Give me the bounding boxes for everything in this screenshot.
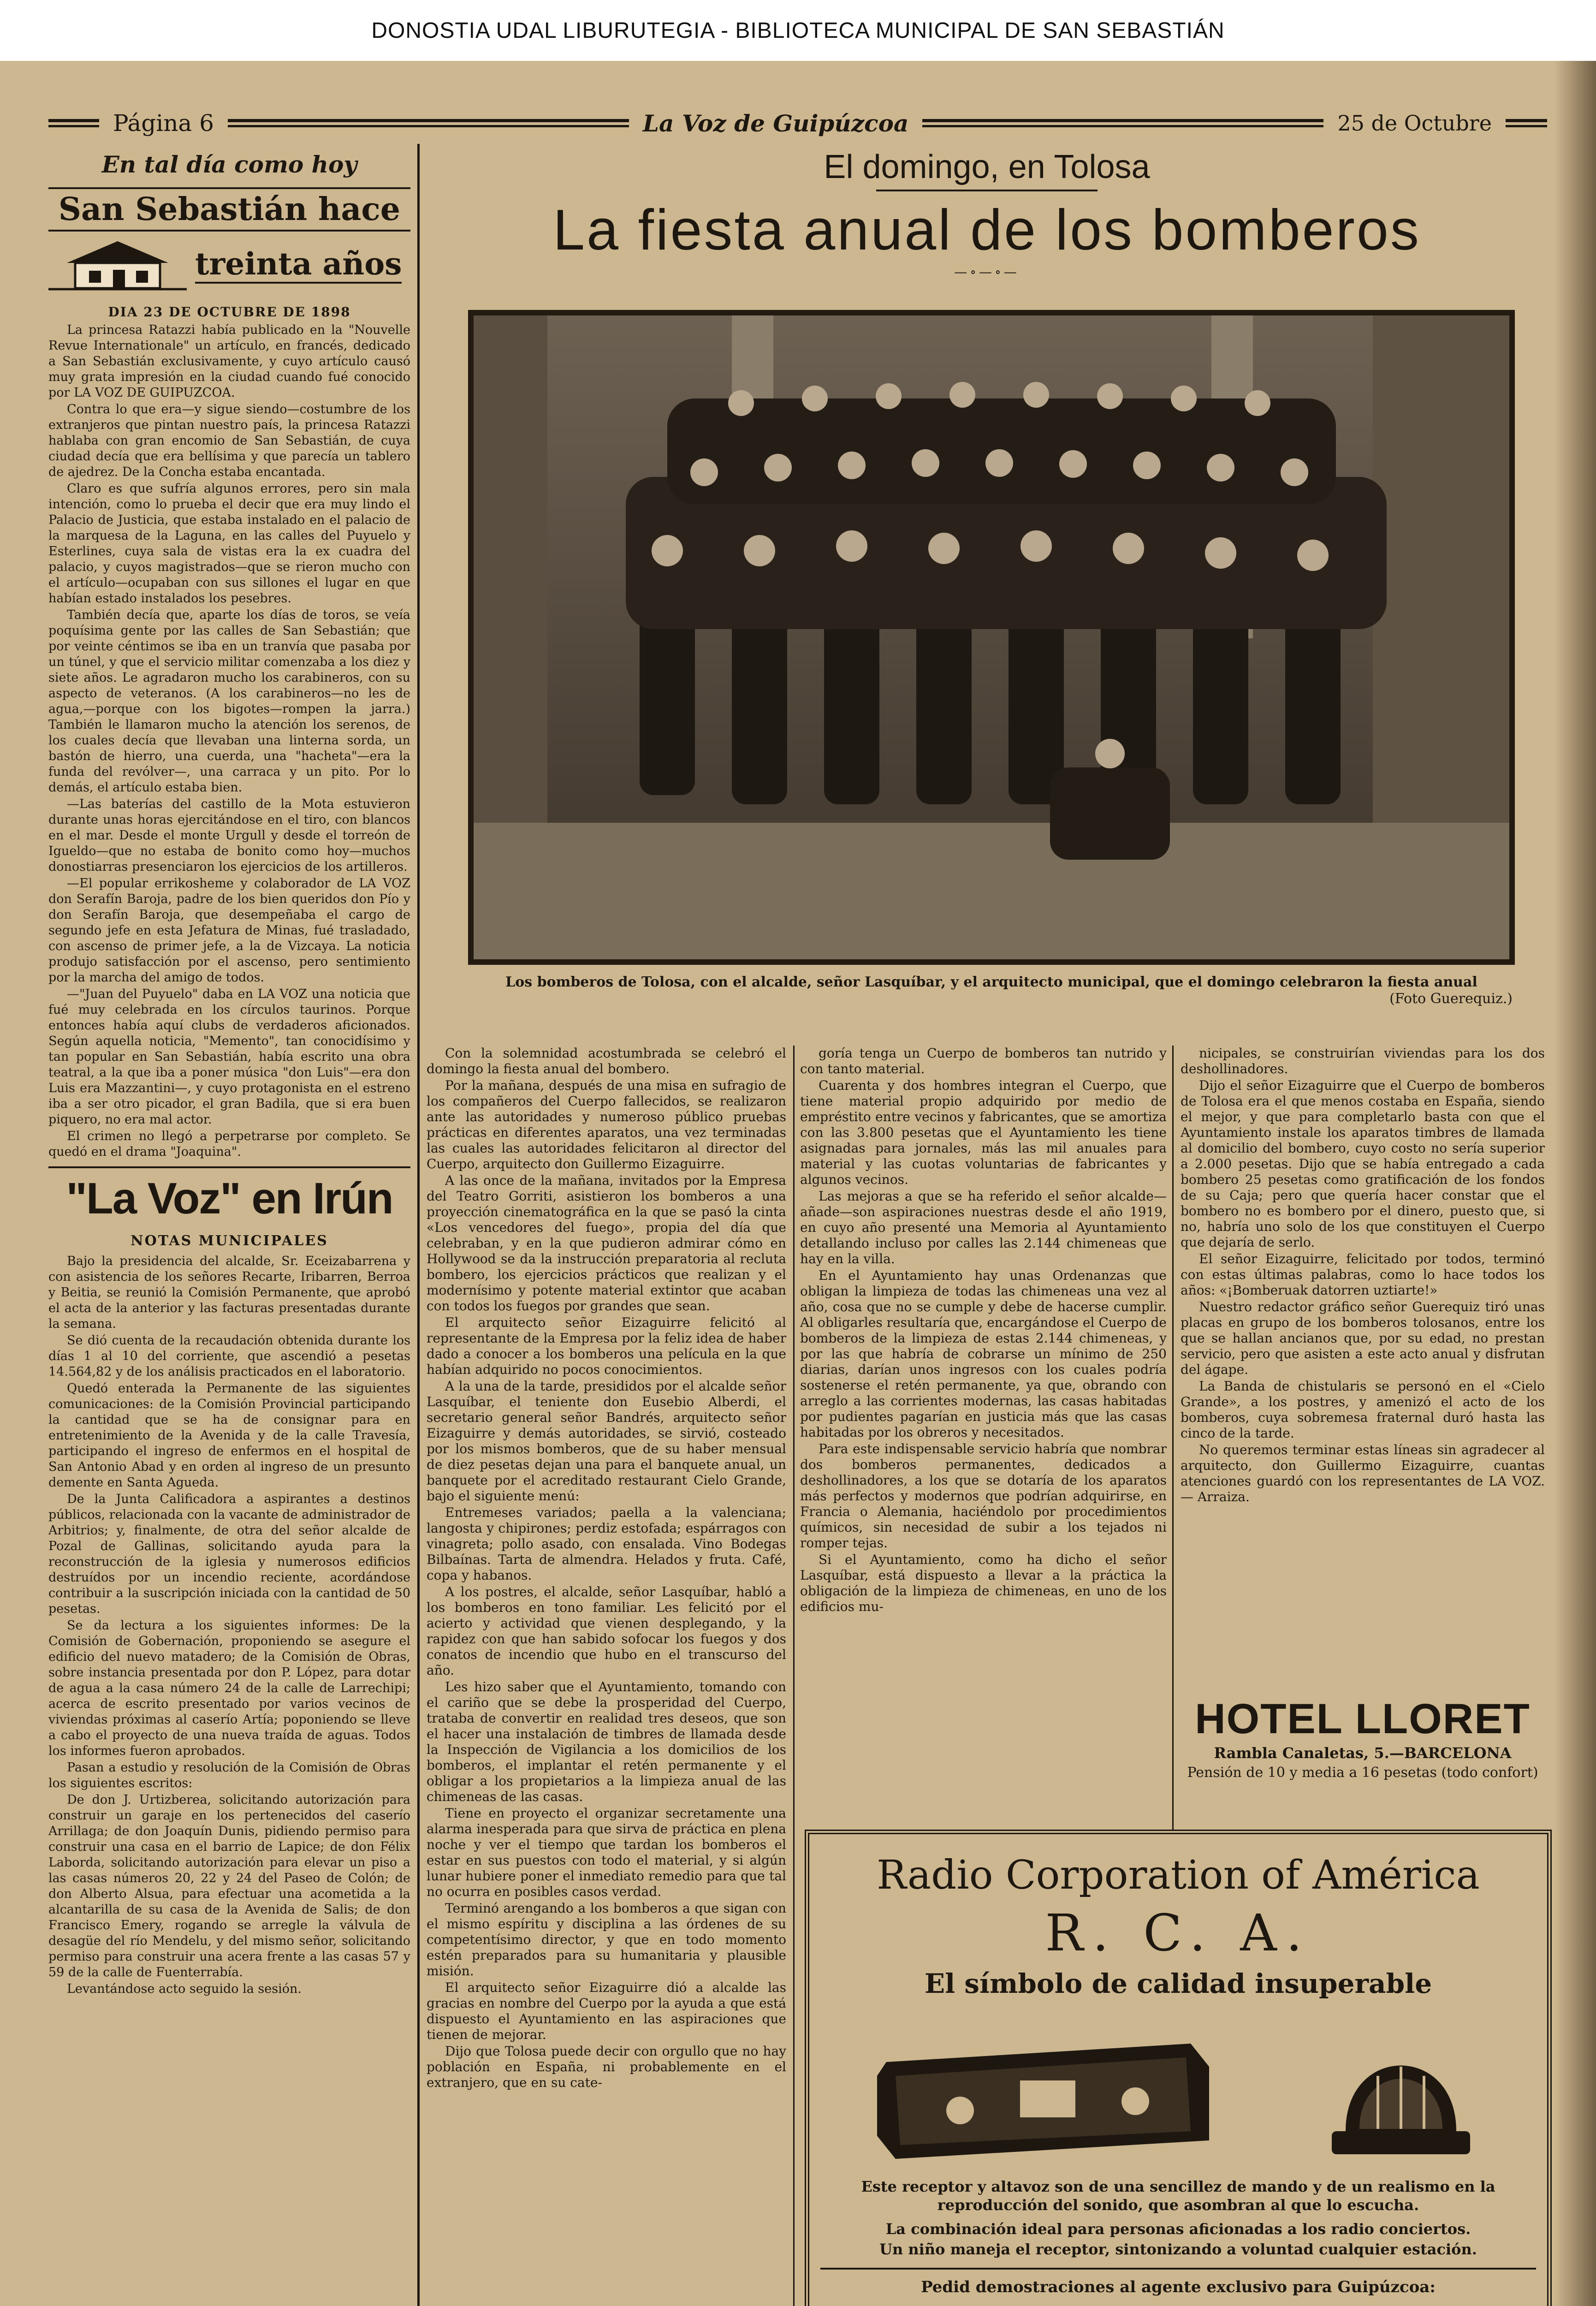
photo-caption-block (470, 974, 1513, 1025)
paragraph: El señor Eizaguirre, felicitado por todos, terminó con estas últimas palabras, como lo hace todos los años: «¡Bomberuak datorren uztiarte!» (1181, 1251, 1545, 1298)
masthead-rule-right (1506, 119, 1547, 127)
hotel-address: Rambla Canaletas, 5.—BARCELONA (1214, 1744, 1512, 1762)
group-photo-image (474, 315, 1509, 959)
hotel-rates: Pensión de 10 y media a 16 pesetas (todo confort) (1187, 1765, 1538, 1781)
paragraph: Se dió cuenta de la recaudación obtenida durante los días 1 al 10 del corriente, que ascendió a pesetas 14.564,82 y de los análisis practicados en el laboratorio. (48, 1333, 410, 1379)
kicker-rule (876, 190, 1098, 191)
column-divider (1172, 1046, 1174, 1890)
paragraph: El arquitecto señor Eizaguirre dió a alcalde las gracias en nombre del Cuerpo por la ayuda a que está dispuesto el Ayuntamiento en las aspiraciones que tienen de mejorar. (427, 1980, 786, 2042)
radio-receiver-icon (868, 2025, 1218, 2163)
headline-ornament: —∘—∘— (954, 264, 1020, 279)
left-headline-2: treinta años (195, 246, 402, 284)
archive-header: DONOSTIA UDAL LIBURUTEGIA - BIBLIOTECA MUNICIPAL DE SAN SEBASTIÁN (0, 0, 1596, 61)
section-rule (48, 1166, 410, 1168)
rca-child-note: Un niño maneja el receptor, sintonizando a voluntad cualquier estación. (879, 2241, 1477, 2258)
paragraph: El crimen no llegó a perpetrarse por completo. Se quedó en el drama "Joaquina". (48, 1129, 410, 1159)
article-column-3 (1181, 1046, 1545, 1687)
paragraph: Entremeses variados; paella a la valenciana; langosta y chipirones; perdiz estofada; espárragos con vinagreta; pollo asado, con ensalada. Vino Bodegas Bilbaínas. Tarta de almendra. Helados y fruta. Café, copa y habanos. (427, 1505, 786, 1583)
paragraph: nicipales, se construirían viviendas para los dos deshollinadores. (1181, 1046, 1545, 1076)
rca-combination: La combinación ideal para personas aficionadas a los radio conciertos. (885, 2220, 1471, 2238)
paragraph: Contra lo que era—y sigue siendo—costumbre de los extranjeros que pintan nuestro país, la princesa Ratazzi hablaba con gran encomio de San Sebastián, de cuya ciudad decía que era bellísima y que parecía un tablero de ajedrez. De la Concha estaba encantada. (48, 402, 410, 479)
paragraph: Bajo la presidencia del alcalde, Sr. Eceizabarrena y con asistencia de los señores Recarte, Iribarren, Berroa y Beitia, se reunió la Comisión Permanente, que aprobó el acta de la anterior y las facturas presentadas durante la semana. (48, 1254, 410, 1331)
loudspeaker-icon (1313, 2025, 1489, 2163)
left-article-body (48, 322, 410, 1160)
page-date: 25 de Octubre (1337, 111, 1492, 136)
paragraph: En el Ayuntamiento hay unas Ordenanzas que obligan la limpieza de todas las chimeneas una vez al año, cosa que no se cumple y debe de hacerse cumplir. Al obligarles resultaría que, encargándose el Cuerpo de bomberos de la limpieza de estas 2.144 chimeneas, y por las que habría de cobrarse un mínimo de 250 diarias, darían unos ingresos con los cuales podría sostenerse el retén permanente, ya que, obrando con arreglo a las corrientes modernas, las casas habitadas por pudientes pagarían en justicia más que las casas habitadas por los obreros y necesitados. (800, 1268, 1167, 1440)
rca-agent: Pedid demostraciones al agente exclusivo para Guipúzcoa: (921, 2278, 1436, 2296)
column-divider (417, 144, 420, 2306)
newspaper-name: La Voz de Guipúzcoa (642, 109, 909, 137)
irun-subtitle: NOTAS MUNICIPALES (131, 1233, 328, 1249)
paragraph: Claro es que sufría algunos errores, pero sin mala intención, como lo prueba el decir que era muy lindo el Palacio de Justicia, que estaba instalado en el palacio de la marquesa de la Laguna, en las calles del Puyuelo y Esterlines, cuya sala de vistas era la ex cuadra del palacio, y cuyos magistrados—que se rieron mucho con el artículo—ocupaban con sus sillones el lugar en que habían estado instalados los pesebres. (48, 481, 410, 606)
rca-products (820, 2011, 1536, 2163)
column-divider (793, 1046, 795, 2306)
page-number: Página 6 (113, 110, 214, 137)
masthead-rule-left (48, 119, 99, 127)
masthead-rule-center-left (228, 119, 629, 127)
paragraph: De don J. Urtizberea, solicitando autorización para construir un garaje en los pertenecidos del caserío Arrillaga; de don Joaquín Dunis, pidiendo permiso para construir una casa en el barrio de Lapice; de don Félix Laborda, solicitando autorización para elevar un piso a las casas números 20, 22 y 24 del Paseo de Colón; de don Alberto Alsua, para efectuar una acometida a la alcantarilla de su casa de la Avenida de Salis; de don Francisco Emery, rogando se arregle la válvula de desagüe del río Mendelu, y del mismo señor, solicitando permiso para construir una acera frente a las casas 57 y 59 de la calle de Fuenterrabía. (48, 1793, 410, 1979)
left-headline: San Sebastián hace (48, 187, 410, 232)
paragraph: De la Junta Calificadora a aspirantes a destinos públicos, relacionada con la vacante de administrador de Arbitrios; y, finalmente, de otra del señor alcalde de Pozal de Gallinas, solicitando ayuda para la reconstrucción de la iglesia y numerosos edificios destruídos por un incendio reciente, acordándose contribuir a la suscripción iniciada con la cantidad de 50 pesetas. (48, 1492, 410, 1616)
paragraph: Las mejoras a que se ha referido el señor alcalde—añade—son aspiraciones nuestras desde el año 1919, en cuyo año presenté una Memoria al Ayuntamiento detallando incluso por calles las 2.144 chimeneas que hay en la villa. (800, 1189, 1167, 1266)
rca-description: Este receptor y altavoz son de una sencillez de mando y de un realismo en la reproducción del sonido, que asombran al que lo escucha. (861, 2178, 1495, 2214)
rca-title: Radio Corporation of América (877, 1852, 1480, 1898)
paragraph: Para este indispensable servicio habría que nombrar dos bomberos permanentes, dedicados a deshollinadores, a los que se dotaría de los aparatos más perfectos y modernos que podrían adquirirse, en Francia o Alemania, haciéndolo por procedimientos químicos, sin necesidad de subir a los tejados ni romper tejas. (800, 1441, 1167, 1551)
paragraph: —"Juan del Puyuelo" daba en LA VOZ una noticia que fué muy celebrada en los círculos taurinos. Porque entonces había aquí clubs de verdaderos aficionados. Según aquella noticia, "Memento", tan conocidísimo y tan popular en San Sebastián, había escrito una obra teatral, a la que iba a poner música "don Luis"—era don Luis era Mazzantini—, y cuyo protagonista en el estreno iba a ser otro picador, el gran Badila, que si era buen piquero, no era mal actor. (48, 987, 410, 1127)
paragraph: Quedó enterada la Permanente de las siguientes comunicaciones: de la Comisión Provincial participando la cantidad que se ha de consignar para en entretenimiento de la Avenida y de la calle Travesía, participando el ingreso de enfermos en el hospital de San Antonio Abad y en orden al ingreso de un presunto demente en Santa Agueda. (48, 1381, 410, 1490)
firefighters-photo (468, 310, 1515, 965)
paragraph: A la una de la tarde, presididos por el alcalde señor Lasquíbar, el teniente don Eusebio Alberdi, el secretario general señor Bandrés, arquitecto señor Eizaguirre y demás autoridades, se sirvió, costeado por los mismos bomberos, que de su haber mensual de diez pesetas dejan una para el banquete anual, un banquete por el acreditado restaurant Cielo Grande, bajo el siguiente menú: (427, 1379, 786, 1504)
paragraph: A los postres, el alcalde, señor Lasquíbar, habló a los bomberos en tono familiar. Les felicitó por el acierto y actividad que vienen desplegando, y la rapidez con que han sabido sofocar los fuegos y dos conatos de incendio que hubo en el transcurso del año. (427, 1584, 786, 1678)
house-icon (48, 238, 187, 292)
main-headline-block (427, 146, 1547, 298)
paragraph: Con la solemnidad acostumbrada se celebró el domingo la fiesta anual del bombero. (427, 1046, 786, 1076)
masthead-rule-center-right (922, 119, 1323, 127)
rca-acronym: R. C. A. (1045, 1903, 1311, 1962)
paragraph: La princesa Ratazzi había publicado en la "Nouvelle Revue Internationale" un artículo, en francés, dedicado a San Sebastián exclusivamente, y cuyo artículo causó muy grata impresión en la ciudad cuando fué conocido por LA VOZ DE GUIPUZCOA. (48, 323, 410, 400)
paragraph: Les hizo saber que el Ayuntamiento, tomando con el cariño que se debe la prosperidad del Cuerpo, trataba de convertir en realidad tres deseos, que son el hacer una instalación de timbres de llamada desde la Inspección de Vigilancia a los domicilios de los bomberos, el implantar el retén permanente y el obligar a los propietarios a la limpieza anual de las chimeneas de las casas. (427, 1679, 786, 1804)
photo-caption: Los bomberos de Tolosa, con el alcalde, señor Lasquíbar, y el arquitecto municipal, que el domingo celebraron la fiesta anual (505, 974, 1477, 990)
paragraph: Dijo el señor Eizaguirre que el Cuerpo de bomberos de Tolosa era el que menos costaba en España, siendo el mejor, y que para completarlo basta con que el Ayuntamiento instale los aparatos timbres de llamada al domicilio del bombero, cuyo costo no sería superior a 2.000 pesetas. Dijo que se había entregado a cada bombero 25 pesetas como gratificación de los fondos de su Caja; pero que quería hacer constar que el bombero no es bombero por el dinero, puesto que, si no, habría uno solo de los que constituyen el Cuerpo que dejaría de serlo. (1181, 1078, 1545, 1250)
ad-divider (820, 2268, 1536, 2270)
paragraph: Por la mañana, después de una misa en sufragio de los compañeros del Cuerpo fallecidos, se realizaron ante las autoridades y numeroso público pruebas prácticas en diferentes aparatos, una vez terminadas las cuales las autoridades felicitaron al director del Cuerpo, arquitecto don Guillermo Eizaguirre. (427, 1078, 786, 1171)
rca-advertisement (805, 1830, 1552, 2306)
article-column-1 (427, 1046, 786, 2306)
hotel-name: HOTEL LLORET (1195, 1695, 1531, 1742)
paragraph: A las once de la mañana, invitados por la Empresa del Teatro Gorriti, asistieron los bomberos a una proyección cinematográfica en la que se pasó la cinta «Los vencedores del fuego», propia del día que celebraban, y en la que pudieron admirar cómo en Hollywood se da la instrucción preparatoria al recluta bombero, los ejercicios prácticos que realizan y el modernísimo y potente material extintor que acaban con todos los fuegos por grandes que sean. (427, 1173, 786, 1313)
page-masthead (48, 107, 1547, 139)
left-kicker: En tal día como hoy (101, 151, 357, 178)
paragraph: No queremos terminar estas líneas sin agradecer al arquitecto, don Guillermo Eizaguirre, cuantas atenciones guardó con los representantes de LA VOZ. — Arraiza. (1181, 1442, 1545, 1504)
paragraph: —El popular errikosheme y colaborador de LA VOZ don Serafín Baroja, padre de los bien queridos don Pío y don Serafín Baroja, que desempeñaba el cargo de segundo jefe en esta Jefatura de Minas, fué trasladado, con ascenso de primer jefe, a la de Vizcaya. La noticia produjo satisfacción por el ascenso, pero sentimiento por la marcha del amigo de todos. (48, 876, 410, 985)
paragraph: La Banda de chistularis se personó en el «Cielo Grande», a los postres, y amenizó el acto de los bomberos, cuya sobremesa fraternal duró hasta las cinco de la tarde. (1181, 1379, 1545, 1441)
paragraph: Levantándose acto seguido la sesión. (67, 1982, 302, 1996)
paragraph: Cuarenta y dos hombres integran el Cuerpo, que tiene material propio adquirido por medio de empréstito entre vecinos y fabricantes, que se amortiza con las 3.800 pesetas que el Ayuntamiento les tiene asignadas para jornales, más las mil anuales para material y las cuotas voluntarias de fabricantes y algunos vecinos. (800, 1078, 1167, 1187)
paragraph: Nuestro redactor gráfico señor Guerequiz tiró unas placas en grupo de los bomberos tolosanos, entre los que se hallan ancianos que, por su edad, no prestan servicio, pero que asisten a este acto anual y disfrutan del ágape. (1181, 1299, 1545, 1377)
article-column-2 (800, 1046, 1167, 1890)
paragraph: Si el Ayuntamiento, como ha dicho el señor Lasquíbar, está dispuesto a llevar a la práctica la obligación de la limpieza de chimeneas, en uno de los edificios mu- (800, 1552, 1167, 1614)
paragraph: Se da lectura a los siguientes informes: De la Comisión de Gobernación, proponiendo se asegure el edificio del nuevo matadero; de la Comisión de Obras, sobre instancia presentada por don P. López, para dotar de agua a la casa número 24 de la calle de Larrechipi; acerca de escrito presentado por varios vecinos de viviendas próximas al caserío Artía; poponiendo se lleve a cabo el proyecto de una nueva traída de aguas. Todos los informes fueron aprobados. (48, 1618, 410, 1758)
left-dateline: DIA 23 DE OCTUBRE DE 1898 (108, 304, 351, 320)
newspaper-page (0, 61, 1596, 2306)
rca-slogan: El símbolo de calidad insuperable (924, 1968, 1432, 1999)
paragraph: Terminó arengando a los bomberos a que sigan con el mismo espíritu y disciplina a las órdenes de su competentísimo director, y que en todo momento estén preparados para su humanitaria y plausible misión. (427, 1901, 786, 1979)
paragraph: Dijo que Tolosa puede decir con orgullo que no hay población en España, ni probablemente en el extranjero, que en su cate- (427, 2044, 786, 2090)
photo-credit: (Foto Guerequiz.) (1389, 991, 1513, 1007)
paragraph: goría tenga un Cuerpo de bomberos tan nutrido y con tanto material. (800, 1046, 1167, 1076)
paragraph: El arquitecto señor Eizaguirre felicitó al representante de la Empresa por la feliz idea de haber dado a conocer a los bomberos una película en la que habían adquirido no pocos conocimientos. (427, 1315, 786, 1377)
page-edge-shadow (1554, 61, 1596, 2306)
paragraph: —Las baterías del castillo de la Mota estuvieron durante unas horas ejercitándose en el tiro, con blancos en el mar. Desde el monte Urgull y desde el torreón de Igueldo—que no estaba de bonito como hoy—muchos donostiarras presenciaron los ejercicios de los artilleros. (48, 797, 410, 874)
headline-row (48, 237, 410, 292)
paragraph: Pasan a estudio y resolución de la Comisión de Obras los siguientes escritos: (48, 1760, 410, 1790)
main-headline: La fiesta anual de los bomberos (553, 198, 1421, 262)
irun-article-body (48, 1254, 410, 1997)
paragraph: También decía que, aparte los días de toros, se veía poquísima gente por las calles de San Sebastián; que por veinte céntimos se iba en un tranvía que pasaba por un túnel, y que el servicio militar comenzaba a los diez y siete años. Le agradaron mucho los carabineros, con su aspecto de veteranos. (A los carabineros—no les de agua,—porque con los bigotes—rompen la jarra.) También le llamaron mucho la atención los serenos, de los cuales decía que llevaban una linterna sorda, un bastón de hierro, una cuerda, una "hacheta"—era la funda del revólver—, una carraca y un pito. Por lo demás, el artículo estaba bien. (48, 608, 410, 795)
left-column (48, 151, 410, 2306)
irun-title: "La Voz" en Irún (66, 1174, 393, 1223)
paragraph: Tiene en proyecto el organizar secretamente una alarma inesperada para que sirva de práctica en plena noche y ver el tiempo que tardan los bomberos el estar en sus puestos con todo el material, y si algún lunar hubiere poner el inmediato remedio para que tal no ocurra en posibles casos verdad. (427, 1806, 786, 1899)
main-kicker: El domingo, en Tolosa (824, 149, 1150, 185)
